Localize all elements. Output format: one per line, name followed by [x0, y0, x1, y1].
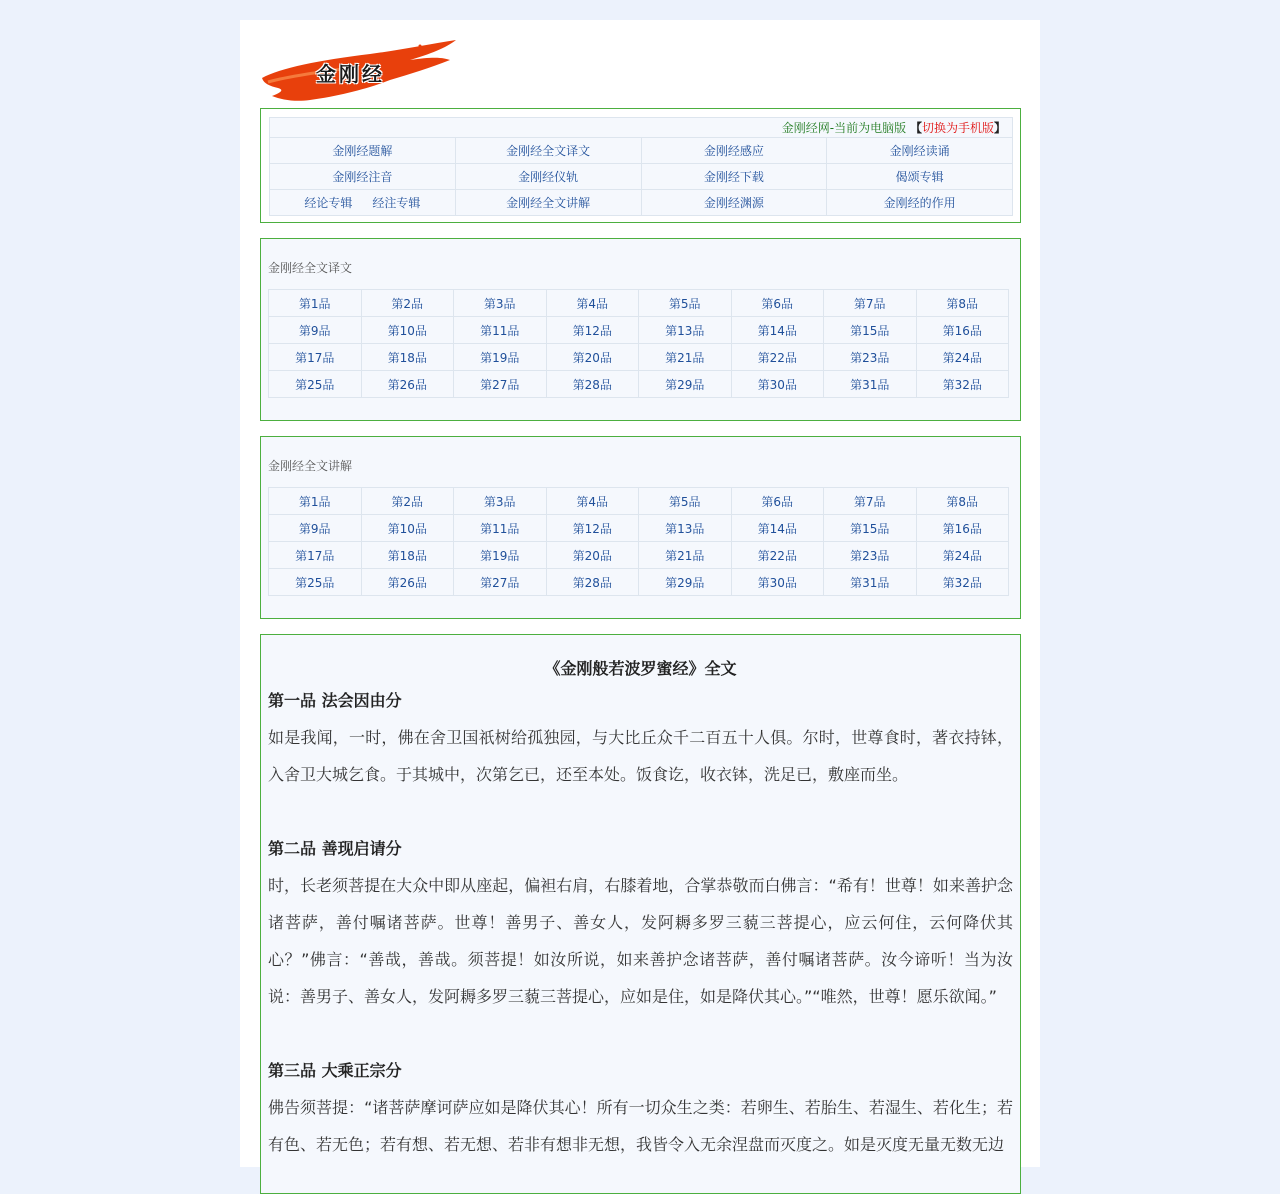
translation-chapter-link[interactable]: 第3品 [483, 296, 516, 311]
nav-link-yigui[interactable]: 金刚经仪轨 [518, 170, 579, 184]
lecture-chapter-link[interactable]: 第26品 [387, 575, 427, 590]
translation-chapter-link[interactable]: 第14品 [757, 323, 797, 338]
lecture-chapter-link[interactable]: 第22品 [757, 548, 797, 563]
section-text: 佛告须菩提：“诸菩萨摩诃萨应如是降伏其心！所有一切众生之类：若卵生、若胎生、若湿生、若化生；若有色、若无色；若有想、若无想、若非有想非无想，我皆令入无余涅盘而灭度之。如是灭度无量无数无边 [268, 1098, 1013, 1154]
lecture-chapter-link[interactable]: 第2品 [391, 494, 424, 509]
lecture-chapter-link[interactable]: 第17品 [295, 548, 335, 563]
nav-table [269, 117, 1013, 216]
nav-link-yuanyuan[interactable]: 金刚经渊源 [703, 196, 764, 210]
nav-box [260, 108, 1021, 223]
section-heading: 第二品 善现启请分 [268, 839, 402, 858]
version-bar [270, 118, 1013, 138]
translation-chapter-link[interactable]: 第16品 [942, 323, 982, 338]
lecture-box [260, 436, 1021, 619]
section-heading: 第三品 大乘正宗分 [268, 1061, 402, 1080]
translation-chapter-link[interactable]: 第31品 [850, 377, 890, 392]
lecture-chapter-link[interactable]: 第10品 [387, 521, 427, 536]
translation-chapter-link[interactable]: 第22品 [757, 350, 797, 365]
translation-chapter-link[interactable]: 第23品 [850, 350, 890, 365]
lecture-chapter-link[interactable]: 第15品 [850, 521, 890, 536]
lecture-chapter-link[interactable]: 第30品 [757, 575, 797, 590]
translation-chapter-link[interactable]: 第5品 [668, 296, 701, 311]
translation-chapter-link[interactable]: 第24品 [942, 350, 982, 365]
nav-link-dusong[interactable]: 金刚经读诵 [889, 144, 950, 158]
lecture-chapter-link[interactable]: 第19品 [480, 548, 520, 563]
site-version-label: 金刚经网-当前为电脑版 [781, 121, 907, 135]
translation-chapter-link[interactable]: 第26品 [387, 377, 427, 392]
lecture-chapter-link[interactable]: 第12品 [572, 521, 612, 536]
translation-chapter-link[interactable]: 第8品 [946, 296, 979, 311]
translation-chapter-link[interactable]: 第18品 [387, 350, 427, 365]
lecture-chapter-link[interactable]: 第3品 [483, 494, 516, 509]
logo-text: 金刚经 [316, 62, 385, 86]
translation-chapter-table [268, 289, 1009, 398]
nav-link-jisong[interactable]: 偈颂专辑 [895, 170, 944, 184]
nav-link-jinglun[interactable]: 经论专辑 [304, 196, 353, 210]
page-container [240, 20, 1040, 1167]
translation-title: 金刚经全文译文 [268, 261, 353, 275]
nav-link-tijie[interactable]: 金刚经题解 [332, 144, 393, 158]
nav-link-jiangjie[interactable]: 金刚经全文讲解 [506, 196, 591, 210]
lecture-chapter-link[interactable]: 第13品 [665, 521, 705, 536]
section-spacer [268, 1015, 1013, 1052]
translation-chapter-link[interactable]: 第27品 [480, 377, 520, 392]
translation-chapter-link[interactable]: 第25品 [295, 377, 335, 392]
sutra-title: 《金刚般若波罗蜜经》全文 [544, 659, 737, 678]
switch-mobile-link[interactable]: 切换为手机版 [921, 121, 994, 135]
lecture-chapter-link[interactable]: 第25品 [295, 575, 335, 590]
translation-chapter-link[interactable]: 第10品 [387, 323, 427, 338]
translation-chapter-link[interactable]: 第28品 [572, 377, 612, 392]
site-logo[interactable] [260, 38, 460, 104]
nav-link-zhuyin[interactable]: 金刚经注音 [332, 170, 393, 184]
translation-chapter-link[interactable]: 第15品 [850, 323, 890, 338]
lecture-chapter-link[interactable]: 第21品 [665, 548, 705, 563]
translation-chapter-link[interactable]: 第9品 [298, 323, 331, 338]
bracket-close: 】 [993, 121, 1006, 135]
translation-chapter-link[interactable]: 第6品 [761, 296, 794, 311]
lecture-chapter-link[interactable]: 第29品 [665, 575, 705, 590]
lecture-chapter-link[interactable]: 第6品 [761, 494, 794, 509]
section-heading: 第一品 法会因由分 [268, 691, 402, 710]
nav-link-jingzhu[interactable]: 经注专辑 [372, 196, 421, 210]
lecture-chapter-link[interactable]: 第9品 [298, 521, 331, 536]
translation-chapter-link[interactable]: 第13品 [665, 323, 705, 338]
lecture-chapter-link[interactable]: 第14品 [757, 521, 797, 536]
translation-chapter-link[interactable]: 第11品 [480, 323, 520, 338]
bracket-open: 【 [909, 121, 922, 135]
lecture-chapter-link[interactable]: 第32品 [942, 575, 982, 590]
nav-link-yiwen[interactable]: 金刚经全文译文 [506, 144, 591, 158]
lecture-title: 金刚经全文讲解 [268, 459, 353, 473]
lecture-chapter-link[interactable]: 第28品 [572, 575, 612, 590]
nav-link-ganying[interactable]: 金刚经感应 [703, 144, 764, 158]
translation-chapter-link[interactable]: 第17品 [295, 350, 335, 365]
translation-chapter-link[interactable]: 第7品 [853, 296, 886, 311]
sutra-content-box [260, 634, 1021, 1194]
section-text: 时，长老须菩提在大众中即从座起，偏袒右肩，右膝着地，合掌恭敬而白佛言：“希有！世尊！如来善护念诸菩萨，善付嘱诸菩萨。世尊！善男子、善女人，发阿耨多罗三藐三菩提心，应云何住，云何降伏其心？”佛言：“善哉，善哉。须菩提！如汝所说，如来善护念诸菩萨，善付嘱诸菩萨。汝今谛听！当为汝说：善男子、善女人，发阿耨多罗三藐三菩提心，应如是住，如是降伏其心。”“唯然，世尊！愿乐欲闻。” [268, 876, 1013, 1006]
lecture-chapter-link[interactable]: 第16品 [942, 521, 982, 536]
translation-box [260, 238, 1021, 421]
lecture-chapter-link[interactable]: 第24品 [942, 548, 982, 563]
translation-chapter-link[interactable]: 第19品 [480, 350, 520, 365]
lecture-chapter-link[interactable]: 第20品 [572, 548, 612, 563]
lecture-chapter-link[interactable]: 第31品 [850, 575, 890, 590]
translation-chapter-link[interactable]: 第20品 [572, 350, 612, 365]
lecture-chapter-link[interactable]: 第23品 [850, 548, 890, 563]
lecture-chapter-link[interactable]: 第27品 [480, 575, 520, 590]
lecture-chapter-link[interactable]: 第1品 [298, 494, 331, 509]
translation-chapter-link[interactable]: 第30品 [757, 377, 797, 392]
nav-link-zuoyong[interactable]: 金刚经的作用 [883, 196, 956, 210]
translation-chapter-link[interactable]: 第21品 [665, 350, 705, 365]
nav-link-xiazai[interactable]: 金刚经下载 [703, 170, 764, 184]
translation-chapter-link[interactable]: 第2品 [391, 296, 424, 311]
translation-chapter-link[interactable]: 第4品 [576, 296, 609, 311]
translation-chapter-link[interactable]: 第12品 [572, 323, 612, 338]
lecture-chapter-link[interactable]: 第8品 [946, 494, 979, 509]
translation-chapter-link[interactable]: 第29品 [665, 377, 705, 392]
section-text: 如是我闻，一时，佛在舍卫国祇树给孤独园，与大比丘众千二百五十人俱。尔时，世尊食时，著衣持钵，入舍卫大城乞食。于其城中，次第乞已，还至本处。饭食讫，收衣钵，洗足已，敷座而坐。 [268, 728, 1013, 784]
lecture-chapter-link[interactable]: 第4品 [576, 494, 609, 509]
lecture-chapter-link[interactable]: 第5品 [668, 494, 701, 509]
lecture-chapter-link[interactable]: 第11品 [480, 521, 520, 536]
section-spacer [268, 793, 1013, 830]
translation-chapter-link[interactable]: 第1品 [298, 296, 331, 311]
lecture-chapter-link[interactable]: 第18品 [387, 548, 427, 563]
translation-chapter-link[interactable]: 第32品 [942, 377, 982, 392]
lecture-chapter-link[interactable]: 第7品 [853, 494, 886, 509]
lecture-chapter-table [268, 487, 1009, 596]
